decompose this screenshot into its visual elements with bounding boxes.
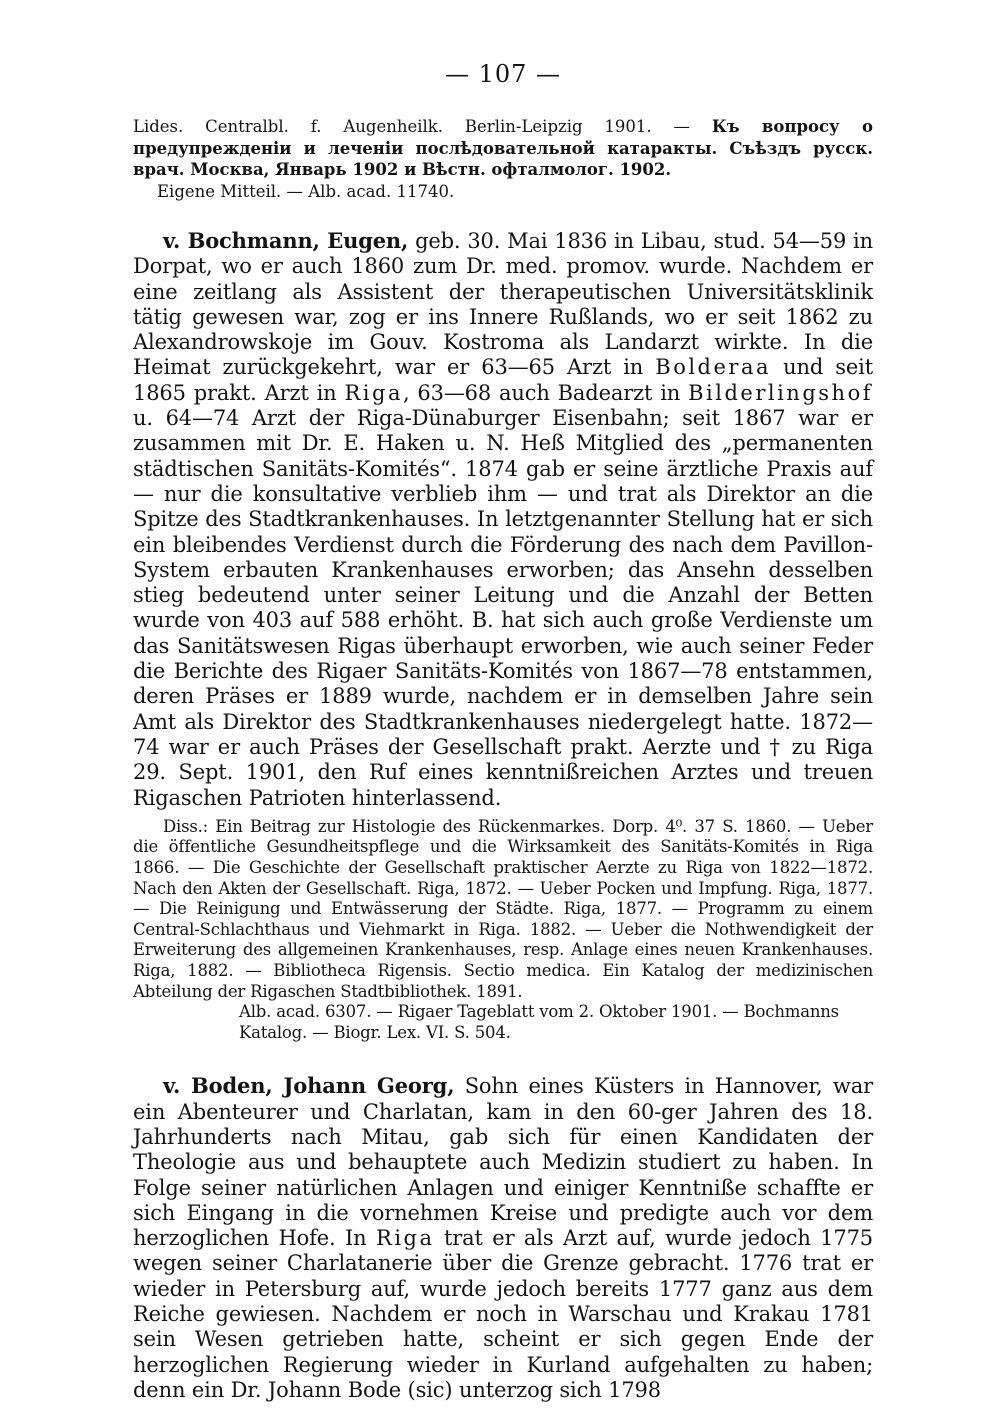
headword-bochmann: v. Bochmann, Eugen,: [163, 228, 409, 253]
bochmann-text-2: und seit 1865 prakt. Arzt in: [133, 355, 873, 405]
top-bib-source: Eigene Mitteil. — Alb. acad. 11740.: [157, 181, 455, 201]
entry-bochmann: [133, 228, 873, 811]
boden-text-2: trat er als Arzt auf, wurde jedoch 1775 wegen seiner Charlatanerie über die Grenze gebracht. 1776 trat er wieder in Petersburg auf, wurde jedoch bereits 1777 ganz aus dem Reiche gewiesen. Nachdem er noch in Warschau und Krakau 1781 sein Wesen getrieben hatte, scheint er sich gegen Ende der herzoglichen Regierung wieder in Kurland aufgehalten zu haben; denn ein Dr. Johann Bode (sic) unterzog sich 1798: [133, 1226, 873, 1402]
bochmann-sources: Alb. acad. 6307. — Rigaer Tageblatt vom 2. Oktober 1901. — Bochmanns Katalog. — Biogr. Lex. VI. S. 504.: [239, 1002, 839, 1042]
boden-text-1: Sohn eines Küsters in Hannover, war ein Abenteurer und Charlatan, kam in den 60-ger Jahren des 18. Jahrhunderts nach Mitau, gab sich für einen Kandidaten der Theologie aus und behauptete auch Medizin studiert zu haben. In Folge seiner natürlichen Anlagen und einiger Kenntniße schaffte er sich Eingang in die vornehmen Kreise und predigte auch vor dem herzoglichen Hofe. In: [133, 1074, 873, 1251]
headword-boden: v. Boden, Johann Georg,: [163, 1073, 455, 1099]
bochmann-bibliography: Diss.: Ein Beitrag zur Histologie des Rückenmarkes. Dorp. 4⁰. 37 S. 1860. — Ueber die öffentliche Gesundheitspflege und die Wirksamkeit des Sanitäts-Komités in Riga 1866. — Die Geschichte der Gesellschaft praktischer Aerzte zu Riga von 1822—1872. Nach den Akten der Gesellschaft. Riga, 1872. — Ueber Pocken und Impfung. Riga, 1877. — Die Reinigung und Entwässerung der Städte. Riga, 1877. — Programm zu einem Central-Schlachthaus und Viehmarkt in Riga. 1882. — Ueber die Nothwendigkeit der Erweiterung des allgemeinen Krankenhauses, resp. Anlage eines neuen Krankenhauses. Riga, 1882. — Bibliotheca Rigensis. Sectio medica. Ein Katalog der medizinischen Abteilung der Rigaschen Stadtbibliothek. 1891.: [133, 816, 873, 1001]
bochmann-text-4: u. 64—74 Arzt der Riga-Dünaburger Eisenbahn; seit 1867 war er zusammen mit Dr. E. Haken u. N. Heß Mitglied des „permanenten städtischen Sanitäts-Komités“. 1874 gab er seine ärztliche Praxis auf — nur die konsultative verblieb ihm — und trat als Direktor an die Spitze des Stadtkrankenhauses. In letztgenannter Stellung hat er sich ein bleibendes Verdienst durch die Förderung des nach dem Pavillon-System erbauten Krankenhauses erworben; das Ansehn desselben stieg bedeutend unter seiner Leitung und die Anzahl der Betten wurde von 403 auf 588 erhöht. B. hat sich auch große Verdienste um das Sanitätswesen Rigas überhaupt erworben, wie auch seiner Feder die Berichte des Rigaer Sanitäts-Komités von 1867—78 entstammen, deren Präses er 1889 wurde, nachdem er in demselben Jahre sein Amt als Direktor des Stadtkrankenhauses niedergelegt hatte. 1872—74 war er auch Präses der Gesellschaft prakt. Aerzte und † zu Riga 29. Sept. 1901, den Ruf eines kenntnißreichen Arztes und treuen Rigaschen Patrioten hinterlassend.: [133, 406, 873, 810]
bochmann-text-3: , 63—68 auch Badearzt in: [402, 380, 689, 405]
bochmann-place-bolderaa: Bolderaa: [655, 355, 772, 380]
boden-place-riga: Riga: [376, 1226, 435, 1251]
page-number: — 107 —: [444, 60, 562, 88]
bochmann-text-1: geb. 30. Mai 1836 in Libau, stud. 54—59 in Dorpat, wo er auch 1860 zum Dr. med. promov. wurde. Nachdem er eine zeitlang als Assistent der therapeutischen Universitätsklinik tätig gewesen war, zog er ins Innere Rußlands, wo er seit 1862 zu Alexandrowskoje im Gouv. Kostroma als Landarzt wirkte. In die Heimat zurückgekehrt, war er 63—65 Arzt in: [133, 229, 873, 380]
document-page: [133, 60, 873, 1403]
top-bib-german: Lides. Centralbl. f. Augenheilk. Berlin-Leipzig 1901. —: [133, 117, 712, 136]
bochmann-place-bilderlingshof: Bilderlingshof: [688, 380, 873, 405]
bochmann-place-riga: Riga: [344, 380, 403, 405]
top-bibliography: [133, 116, 873, 181]
top-bib-russian: Къ вопросу о предупрежденіи и леченіи послѣдовательной катаракты. Съѣздъ русск. врач. Москва, Январь 1902 и Вѣстн. офталмолог. 1902.: [133, 117, 873, 179]
entry-boden: [133, 1073, 873, 1403]
